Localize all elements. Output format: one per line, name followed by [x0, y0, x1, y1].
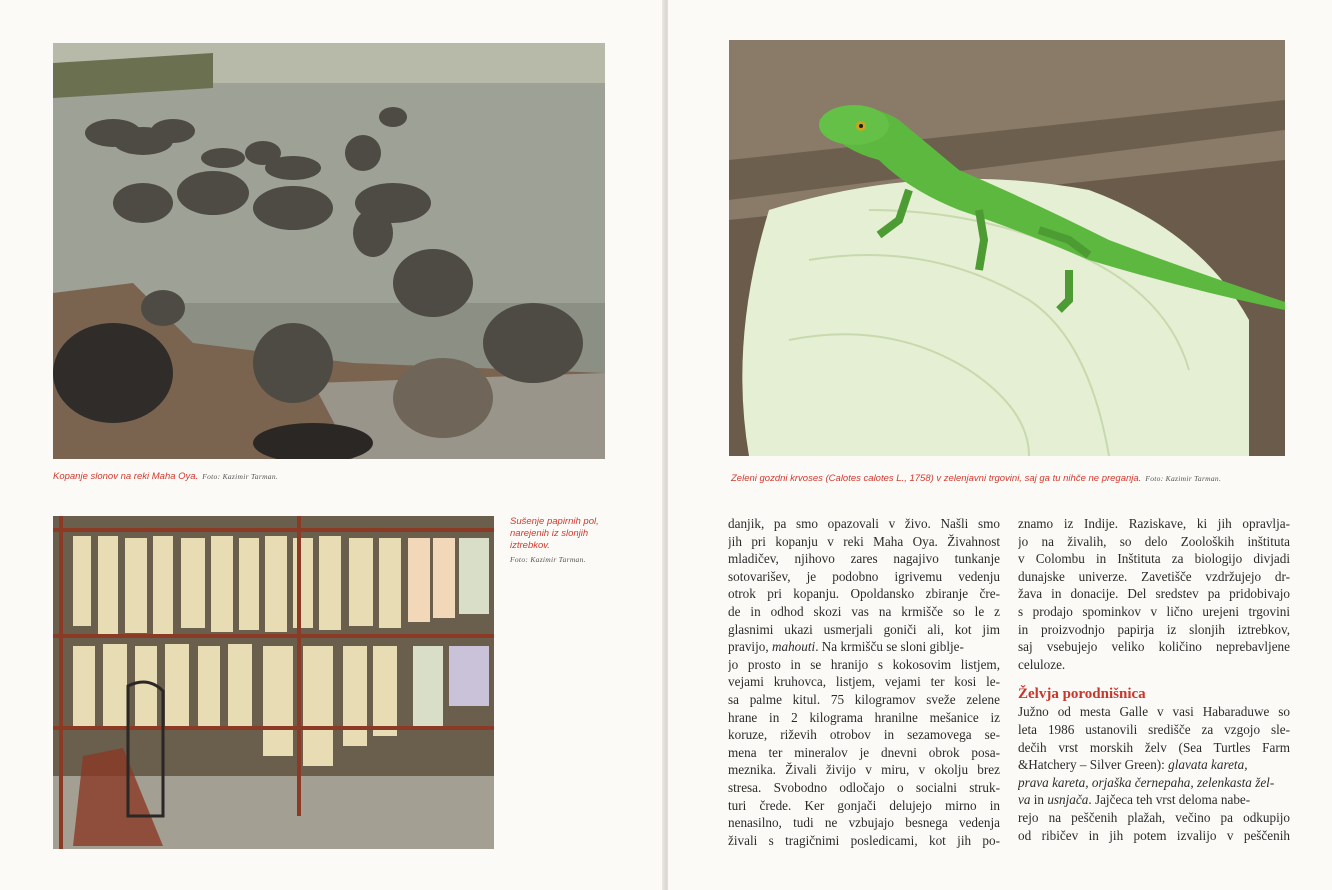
text-line: va in usnjača. Jajčeca teh vrst deloma nabe-: [1018, 792, 1251, 808]
left-page: [0, 0, 664, 890]
text-line: mena ter mineralov je dnevni obrok posa-: [728, 744, 1000, 760]
text-line: turi črede. Ker gonjači delujejo mirno in: [728, 797, 1000, 813]
text-line: jo prosto in se hranijo s kokosovim listjem,: [728, 656, 1000, 672]
text-line: glasnimi ukazi usmerjali goniči ali, kot jim: [728, 621, 1000, 637]
text-line: rejo na peščenih plažah, večino pa odkupijo: [1018, 809, 1290, 825]
text-line: sa palme kitul. 75 kilogramov sveže zelene: [728, 691, 1000, 707]
text-line: meznika. Živali živijo v miru, v okolju brez: [728, 762, 1000, 778]
photo-credit: Foto: Kazimir Tarman.: [202, 472, 279, 481]
caption-lizard: Zeleni gozdni krvoses (Calotes calotes L., 1758) v zelenjavni trgovini, saj ga tu nihče ne preganja. Foto: Kazimir Tarman.: [731, 473, 1222, 484]
text-line: vejami kruhovca, listjem, vejami ter kosi le-: [728, 674, 1000, 690]
text-line: žava in donacije. Del sredstev pa pridobivajo: [1018, 586, 1290, 602]
text-line: saj vsebujejo veliko količino neprebavljene: [1018, 639, 1290, 655]
text-line: sotovarišev, je podobno igrivemu vedenju: [728, 568, 1000, 584]
text-line: celuloze.: [1018, 656, 1066, 672]
text-line: leta 1986 ustanovili središče za vzgojo sle-: [1018, 721, 1290, 737]
text-column-2: [1018, 515, 1290, 844]
text-line: jo na živalih, so delo Zooloških inštituta: [1018, 533, 1290, 549]
text-line: znamo iz Indije. Raziskave, ki jih opravlja-: [1018, 516, 1290, 531]
text-line: pravijo, mahouti. Na krmišču se sloni giblje-: [728, 639, 964, 655]
text-line: dunajske univerze. Zavetišče vzdržujejo dr-: [1018, 568, 1290, 584]
italic-term: va: [1018, 792, 1031, 808]
italic-term: mahouti: [771, 639, 816, 655]
text-line: nenasilno, tudi ne vzbujajo besnega vedenja: [728, 815, 1000, 831]
text-line: hrane in 2 kilograma hranilne mešanice iz: [728, 709, 1000, 725]
text-line: otrok pri kopanju. Opoldansko zbiranje čre-: [728, 586, 1000, 602]
italic-term: prava kareta, orjaška černepaha, zelenkasta žel-: [1018, 774, 1275, 790]
caption-elephants: Kopanje slonov na reki Maha Oya. Foto: Kazimir Tarman.: [53, 471, 279, 482]
right-page: [668, 0, 1332, 890]
caption-paper-drying: Sušenje papirnih pol, narejenih iz slonjih iztrebkov. Foto: Kazimir Tarman.: [510, 516, 620, 566]
text-line: dečih vrst morskih želv (Sea Turtles Farm: [1018, 739, 1290, 755]
text-line: v Colombu in Inštituta za biologijo divjadi: [1018, 551, 1290, 567]
section-heading: Želvja porodnišnica: [1018, 686, 1146, 703]
text-line: koruze, riževih otrobov in sezamovega se-: [728, 727, 1000, 743]
text-line: jih pri kopanju v reki Maha Oya. Živahnost: [728, 533, 1000, 549]
text-column-1: [728, 515, 1000, 849]
text-line: de in odhod skozi vas na krmišče so le z: [728, 603, 1000, 619]
italic-term: usnjača: [1047, 792, 1089, 808]
text-line: od ribičev in jih potem izvalijo v peščenih: [1018, 827, 1290, 843]
italic-term: glavata kareta,: [1168, 757, 1248, 773]
paper-drying-photo: [53, 516, 494, 849]
photo-credit: Foto: Kazimir Tarman.: [510, 555, 586, 564]
text-line: Južno od mesta Galle v vasi Habaraduwe so: [1018, 704, 1290, 720]
elephants-photo: [53, 43, 605, 459]
text-line: živali s tragičnimi posledicami, kot jih po-: [728, 832, 1000, 848]
text-line: stresa. Svobodno odločajo o socialni struk-: [728, 779, 1000, 795]
text-line: &Hatchery – Silver Green): glavata kareta,: [1018, 757, 1248, 773]
text-line: mladičev, njihovo zares nagajivo tunkanje: [728, 551, 1000, 567]
lizard-photo: [729, 40, 1285, 456]
photo-credit: Foto: Kazimir Tarman.: [1145, 474, 1222, 483]
text-line: danjik, pa smo opazovali v živo. Našli smo: [728, 516, 1000, 531]
text-line: s prodajo spominkov v lično urejeni trgovini: [1018, 603, 1290, 619]
text-line: [1018, 774, 1290, 792]
text-line: in proizvodnjo papirja iz slonjih iztrebkov,: [1018, 621, 1290, 637]
